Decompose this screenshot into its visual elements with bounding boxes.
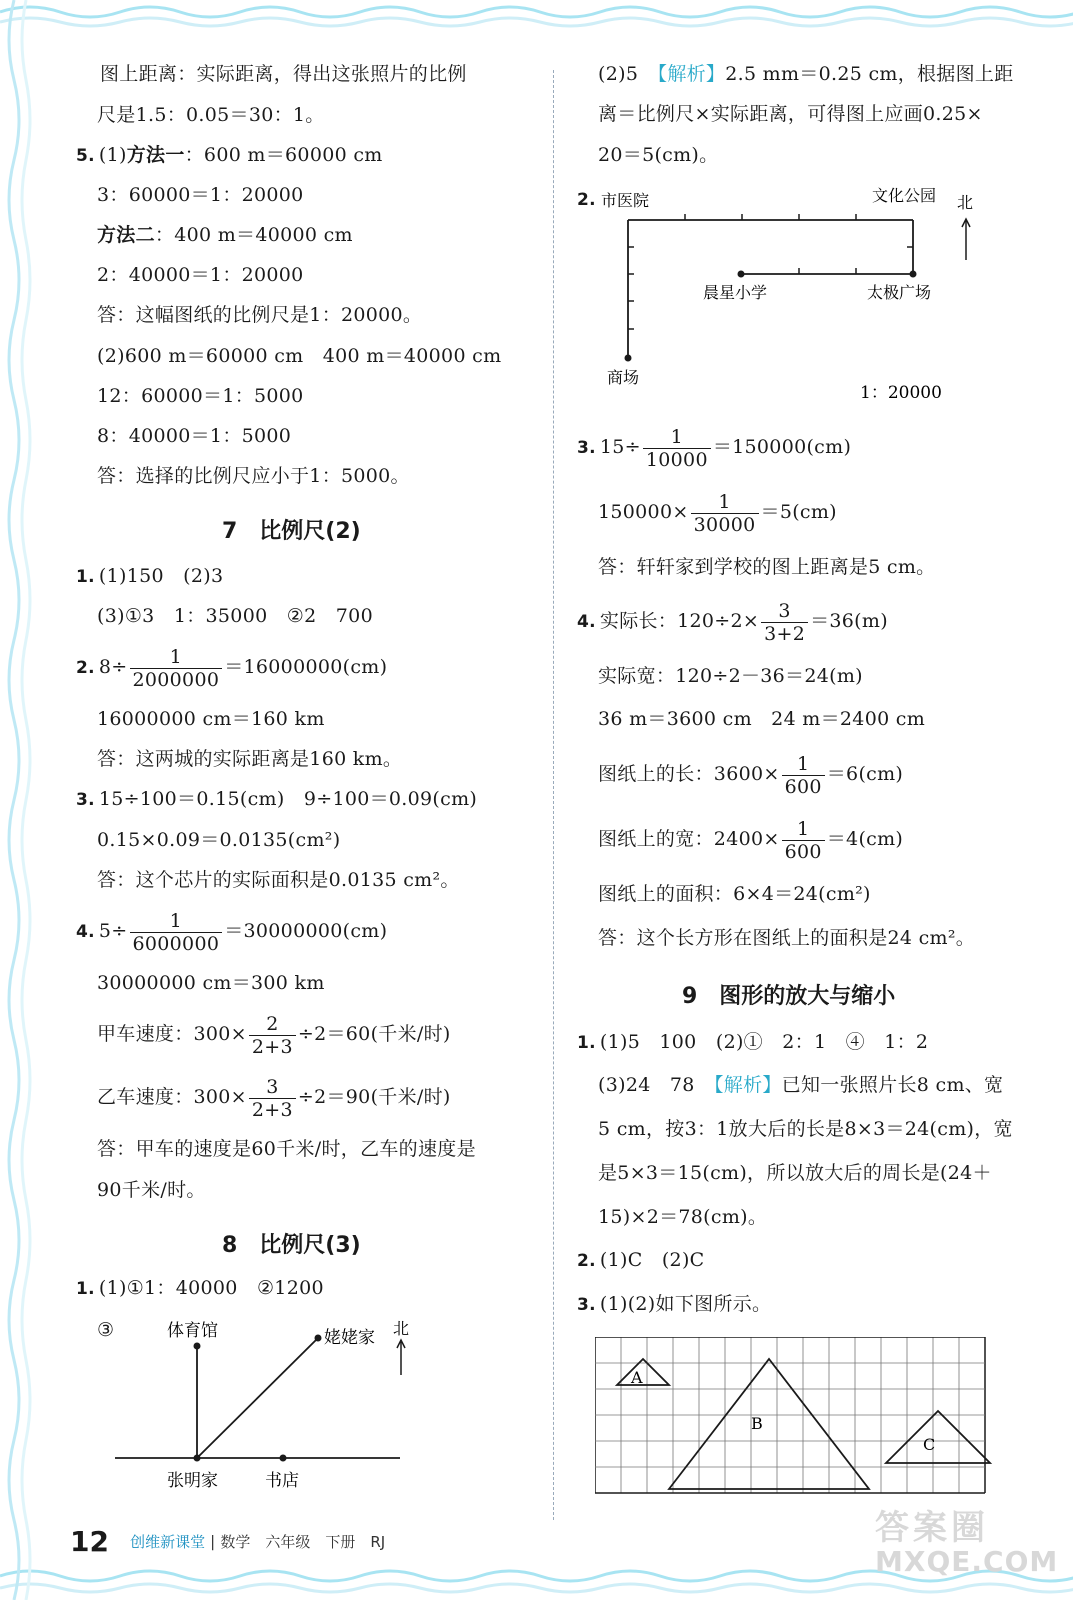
fraction-numerator: 2 <box>249 1013 296 1036</box>
s7-q4-jia-post: ÷2＝60(千米/时) <box>297 1023 451 1045</box>
map2-label-school: 晨星小学 <box>703 283 768 302</box>
s8-q1-number: 1. <box>76 1279 95 1299</box>
s9-q3-text: (1)(2)如下图所示。 <box>599 1293 772 1315</box>
s9-q1-line-2 <box>598 1073 1003 1097</box>
r-q4-line-1 <box>577 596 888 647</box>
s9-q1-l2-pre: (3)24 78 <box>598 1074 714 1096</box>
label-c: C <box>923 1435 936 1454</box>
s7-q4-yi-pre: 乙车速度：300× <box>97 1086 247 1108</box>
q5-method-two-label: 方法二 <box>97 224 155 246</box>
page-number: 12 <box>70 1525 109 1558</box>
s7-q2-number: 2. <box>76 658 95 678</box>
s7-q4-line-3 <box>97 1009 451 1059</box>
r-q4-l5-pre: 图纸上的宽：2400× <box>598 828 780 850</box>
map2-ticks <box>628 214 913 329</box>
s7-q2-line-3: 答：这两城的实际距离是160 km。 <box>97 748 403 770</box>
r-q3-l2-post: ＝5(cm) <box>760 501 837 523</box>
s8-q1-text: (1)①1：40000 ②1200 <box>98 1277 324 1299</box>
triangle-c <box>886 1411 990 1463</box>
r-q4-l1-pre: 实际长：120÷2× <box>599 610 760 632</box>
q5-line-8: 8：40000＝1：5000 <box>97 425 292 447</box>
left-wave-border <box>0 0 40 1600</box>
s9-q1-line-4: 是5×3＝15(cm)，所以放大后的周长是(24＋ <box>598 1162 992 1184</box>
r-q3-pre: 15÷ <box>599 436 641 458</box>
analysis-tag-2: 【解析】 <box>713 1074 782 1096</box>
footer-subject: 数学 六年级 下册 RJ <box>220 1533 386 1551</box>
map2-label-mall: 商场 <box>607 368 640 387</box>
map1-dot-grandma <box>315 1335 322 1342</box>
q5-line-7: 12：60000＝1：5000 <box>97 385 304 407</box>
footer-separator: | <box>210 1532 216 1551</box>
r-q4-number: 4. <box>577 612 596 632</box>
s7-q4-line-6: 90千米/时。 <box>97 1179 206 1201</box>
watermark-top: 答案圈 <box>875 1508 989 1548</box>
s7-q3-line-3: 答：这个芯片的实际面积是0.0135 cm²。 <box>97 869 460 891</box>
q5-method-one-label: 方法一 <box>126 144 185 166</box>
r-q3-line-3: 答：轩轩家到学校的图上距离是5 cm。 <box>598 556 936 578</box>
watermark <box>875 1500 1058 1578</box>
map-1 <box>110 1320 430 1500</box>
q5-method-two-text: ：400 m＝40000 cm <box>154 224 353 246</box>
right-line-1-post: 2.5 mm＝0.25 cm，根据图上距 <box>725 63 1014 85</box>
fraction-denominator: 10000 <box>645 448 708 471</box>
right-line-1 <box>598 62 1014 86</box>
brand-name: 创维新课堂 <box>130 1533 206 1551</box>
r-q3-l2-pre: 150000× <box>598 501 689 523</box>
r-q4-line-6: 图纸上的面积：6×4＝24(cm²) <box>598 883 871 905</box>
q5-number: 5. <box>76 146 95 166</box>
s7-q4-yi-post: ÷2＝90(千米/时) <box>297 1086 451 1108</box>
s7-q4-jia-pre: 甲车速度：300× <box>97 1023 247 1045</box>
q5-line-9: 答：选择的比例尺应小于1：5000。 <box>97 465 410 487</box>
grid-lines <box>595 1337 985 1493</box>
r-q4-l5-post: ＝4(cm) <box>826 828 904 850</box>
s7-q2-post: ＝16000000(cm) <box>224 656 388 678</box>
map2-dot-mall <box>625 355 632 362</box>
r-q4-line-5 <box>598 814 903 864</box>
map2-label-square: 太极广场 <box>867 283 932 302</box>
r-q4-l1-post: ＝36(m) <box>810 610 888 632</box>
fraction-numerator: 3 <box>249 1076 296 1099</box>
fraction-denominator: 2000000 <box>132 668 220 691</box>
fraction-denominator: 6000000 <box>132 932 220 955</box>
s9-q2-number: 2. <box>577 1251 596 1271</box>
s7-q4-line-5: 答：甲车的速度是60千米/时，乙车的速度是 <box>97 1138 476 1160</box>
map1-label-gym: 体育馆 <box>167 1321 218 1341</box>
s7-q1-number: 1. <box>76 567 95 587</box>
map1-line-to-grandma <box>197 1338 318 1458</box>
s9-q1-number: 1. <box>577 1033 596 1053</box>
s7-q2-pre: 8÷ <box>98 656 128 678</box>
fraction-numerator: 1 <box>782 753 825 776</box>
q5-part1: (1) <box>98 144 127 166</box>
s9-q1-line-5: 15)×2＝78(cm)。 <box>598 1206 768 1228</box>
column-divider <box>553 70 554 1520</box>
enlarge-shrink-grid <box>595 1337 1005 1517</box>
s9-q1-line-1 <box>577 1030 928 1055</box>
map2-north-label: 北 <box>957 193 974 212</box>
s7-q2-line-1 <box>76 642 387 693</box>
r-q4-line-7: 答：这个长方形在图纸上的面积是24 cm²。 <box>598 927 976 949</box>
map1-label-bookstore: 书店 <box>265 1471 299 1491</box>
q5-line-2: 3：60000＝1：20000 <box>97 184 304 206</box>
r-q3-line-1 <box>577 422 851 473</box>
s9-q3-line-1 <box>577 1292 771 1317</box>
fraction-denominator: 30000 <box>693 513 756 536</box>
map2-dot-school <box>738 271 745 278</box>
s7-q4-jia-fraction <box>249 1013 296 1058</box>
s9-q2-line-1 <box>577 1248 705 1273</box>
q5-line-3 <box>97 223 353 247</box>
q5-line-5: 答：这幅图纸的比例尺是1：20000。 <box>97 304 423 326</box>
s7-q3-number: 3. <box>76 790 95 810</box>
s7-q3-line-2: 0.15×0.09＝0.0135(cm²) <box>97 829 341 851</box>
s7-q4-number: 4. <box>76 922 95 942</box>
map1-north-label: 北 <box>393 1320 410 1338</box>
fraction-numerator: 1 <box>130 910 223 933</box>
map1-label-grandma: 姥姥家 <box>324 1328 375 1348</box>
s8-q1-line-1 <box>76 1276 324 1301</box>
q5-line-4: 2：40000＝1：20000 <box>97 264 304 286</box>
q5-line-6: (2)600 m＝60000 cm 400 m＝40000 cm <box>97 345 502 367</box>
s9-q3-number: 3. <box>577 1295 596 1315</box>
s7-q4-line-4 <box>97 1072 451 1122</box>
fraction-numerator: 1 <box>130 646 223 669</box>
left-line-1: 图上距离：实际距离，得出这张照片的比例 <box>100 63 467 85</box>
s7-q4-line-2: 30000000 cm＝300 km <box>97 972 325 994</box>
fraction-numerator: 3 <box>761 600 808 623</box>
fraction-denominator: 600 <box>784 840 822 863</box>
s7-q4-post: ＝30000000(cm) <box>224 920 388 942</box>
s9-q1-line-3: 5 cm，按3：1放大后的长是8×3＝24(cm)，宽 <box>598 1118 1013 1140</box>
r-q4-l1-fraction <box>761 600 808 645</box>
s7-q2-fraction <box>130 646 223 691</box>
label-b: B <box>751 1414 763 1433</box>
analysis-tag-1: 【解析】 <box>657 63 726 85</box>
r-q3-number: 3. <box>577 438 596 458</box>
s9-q1-l2-post: 已知一张照片长8 cm、宽 <box>781 1074 1004 1096</box>
right-line-2: 离＝比例尺×实际距离，可得图上应画0.25× <box>598 103 983 125</box>
label-a: A <box>631 1368 643 1387</box>
top-wave-border <box>0 0 1073 40</box>
s7-q1-text: (1)150 (2)3 <box>98 565 224 587</box>
s7-q2-line-2: 16000000 cm＝160 km <box>97 708 325 730</box>
r-q4-l4-pre: 图纸上的长：3600× <box>598 763 780 785</box>
r-q4-line-4 <box>598 749 903 799</box>
q5-method-one-text: ：600 m＝60000 cm <box>184 144 383 166</box>
s7-q1-line-1 <box>76 564 223 589</box>
r-q4-line-2: 实际宽：120÷2－36＝24(m) <box>598 665 863 687</box>
r-q4-l4-fraction <box>782 753 825 798</box>
s7-q3-line-1 <box>76 787 477 812</box>
map1-dot-home <box>194 1455 201 1462</box>
r-q4-line-3: 36 m＝3600 cm 24 m＝2400 cm <box>598 708 926 730</box>
s9-q1-text: (1)5 100 (2)① 2：1 ④ 1：2 <box>599 1031 929 1053</box>
s7-q4-pre: 5÷ <box>98 920 128 942</box>
right-line-1-pre: (2)5 <box>598 63 658 85</box>
r-q3-line-2 <box>598 487 837 537</box>
right-line-3: 20＝5(cm)。 <box>598 144 719 166</box>
fraction-denominator: 2+3 <box>251 1098 293 1121</box>
watermark-bottom: MXQE.COM <box>875 1545 1059 1578</box>
fraction-numerator: 1 <box>691 491 759 514</box>
fraction-denominator: 3+2 <box>764 622 806 645</box>
s8-q1-line-2: ③ <box>97 1319 115 1341</box>
section-7-title: 7 比例尺(2) <box>222 519 361 544</box>
s7-q3-text: 15÷100＝0.15(cm) 9÷100＝0.09(cm) <box>98 788 478 810</box>
map1-label-home: 张明家 <box>167 1471 218 1491</box>
fraction-denominator: 600 <box>784 775 822 798</box>
map1-dot-bookstore <box>280 1455 287 1462</box>
r-q4-l5-fraction <box>782 818 825 863</box>
s7-q4-fraction <box>130 910 223 955</box>
s7-q1-line-2: (3)①3 1：35000 ②2 700 <box>97 605 373 627</box>
r-q3-post: ＝150000(cm) <box>712 436 852 458</box>
map-2 <box>595 180 995 410</box>
s7-q4-line-1 <box>76 906 387 957</box>
map2-scale: 1：20000 <box>860 383 942 403</box>
map1-dot-gym <box>194 1343 201 1350</box>
s9-q2-text: (1)C (2)C <box>599 1249 705 1271</box>
fraction-numerator: 1 <box>782 818 825 841</box>
fraction-numerator: 1 <box>643 426 711 449</box>
section-9-title: 9 图形的放大与缩小 <box>682 984 896 1009</box>
left-line-2: 尺是1.5：0.05＝30：1。 <box>97 104 325 126</box>
fraction-denominator: 2+3 <box>251 1035 293 1058</box>
s7-q4-yi-fraction <box>249 1076 296 1121</box>
page-footer <box>70 1525 386 1558</box>
r-q3-l2-fraction <box>691 491 759 536</box>
r-q3-fraction <box>643 426 711 471</box>
q5-line-1 <box>76 143 383 168</box>
r-q2-number: 2. <box>577 190 596 210</box>
section-8-title: 8 比例尺(3) <box>222 1233 361 1258</box>
map2-label-park: 文化公园 <box>872 186 937 205</box>
map2-label-hospital: 市医院 <box>601 191 650 210</box>
r-q4-l4-post: ＝6(cm) <box>826 763 904 785</box>
map2-dot-square <box>910 271 917 278</box>
